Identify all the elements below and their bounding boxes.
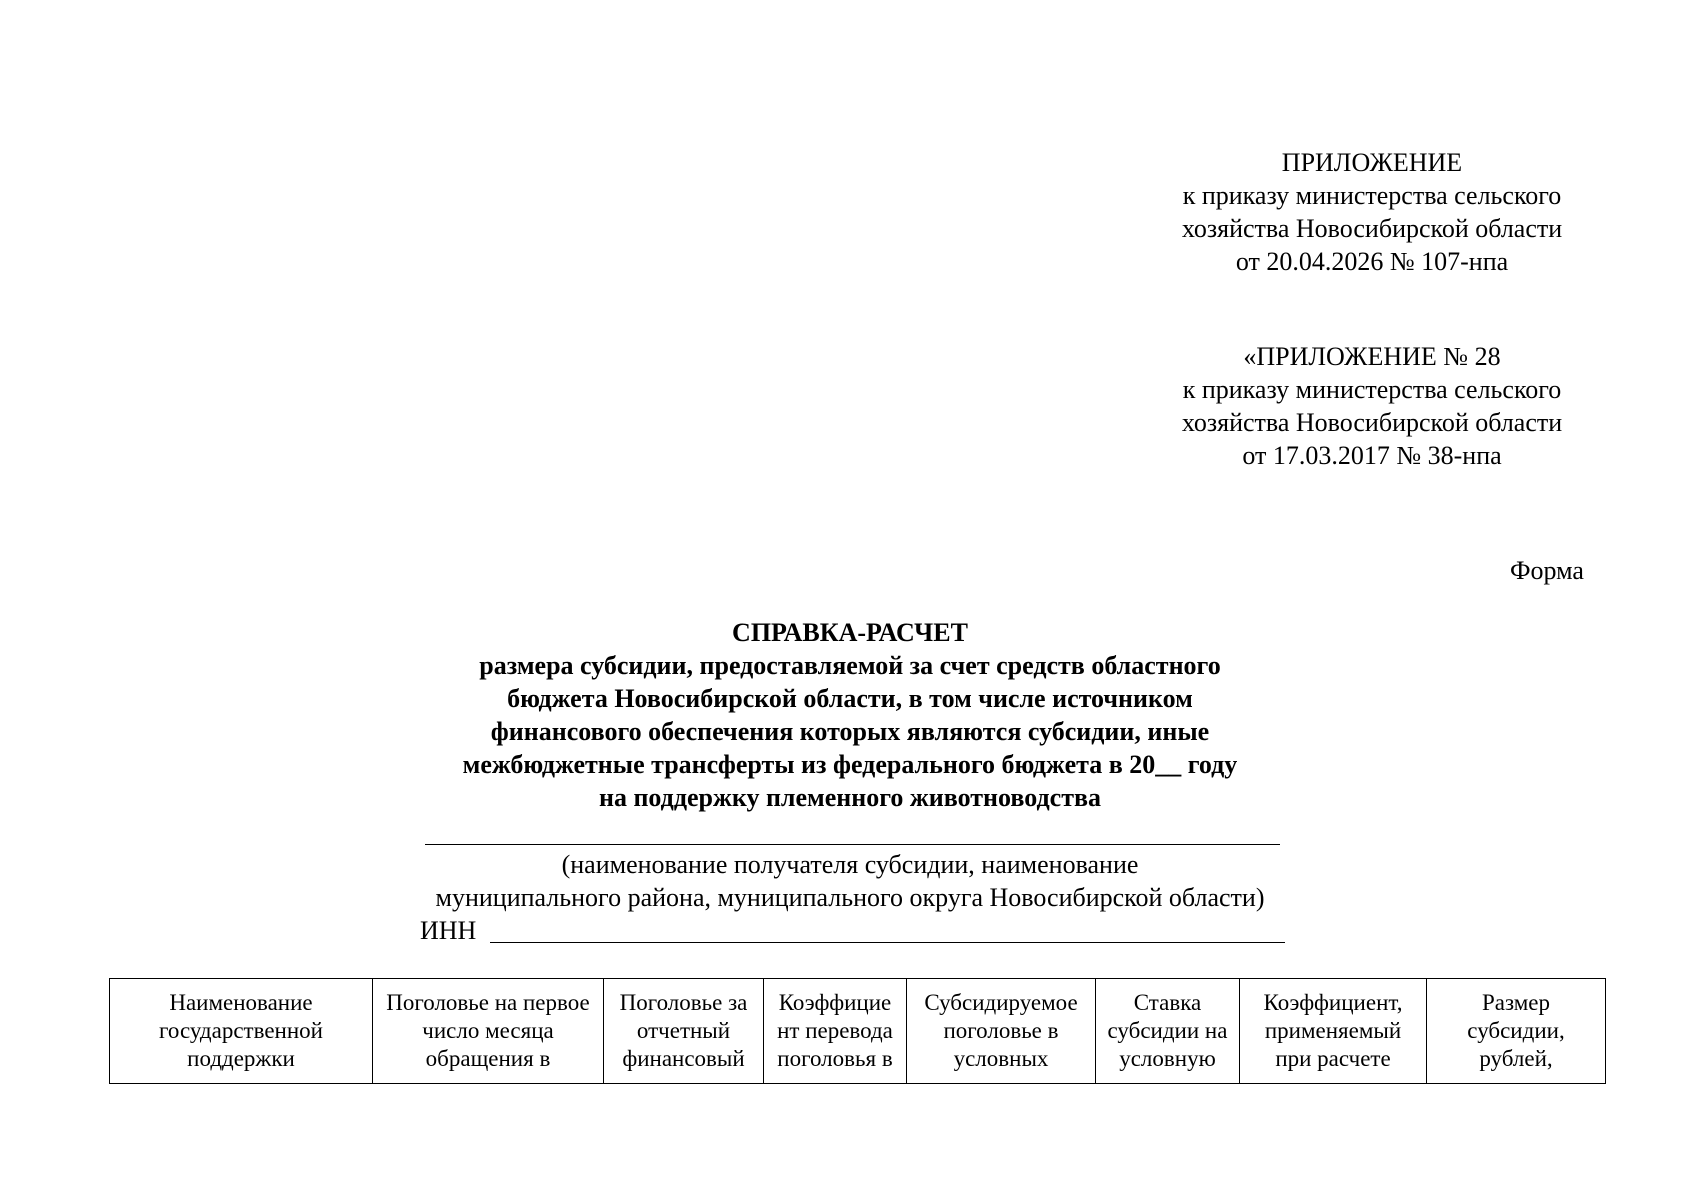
appendix-title: ПРИЛОЖЕНИЕ	[1281, 148, 1463, 177]
appendix-original-line: хозяйства Новосибирской области	[1181, 408, 1563, 437]
appendix-line: от 20.04.2026 № 107-нпа	[1235, 247, 1509, 276]
title-heading: СПРАВКА-РАСЧЕТ	[732, 618, 968, 647]
table-header-row	[110, 979, 1606, 1084]
inn-label: ИНН	[420, 916, 477, 945]
table-header-cell: Коэффицие нт перевода поголовья в	[764, 979, 907, 1084]
title-line: на поддержку племенного животноводства	[598, 783, 1102, 812]
title-line: межбюджетные трансферты из федерального бюджета в 20__ году	[462, 750, 1238, 779]
recipient-name-line	[425, 844, 1280, 845]
recipient-note	[340, 848, 1360, 914]
table-header-cell: Поголовье за отчетный финансовый	[604, 979, 764, 1084]
recipient-note-line: муниципального района, муниципального округа Новосибирской области)	[435, 883, 1265, 912]
appendix-line: хозяйства Новосибирской области	[1181, 214, 1563, 243]
table-header-cell: Наименование государственной поддержки	[110, 979, 373, 1084]
appendix-original-line: к приказу министерства сельского	[1182, 375, 1562, 404]
document-title	[380, 616, 1320, 814]
table-header-cell: Коэффициент, применяемый при расчете	[1240, 979, 1427, 1084]
table-header-cell: Ставка субсидии на условную	[1096, 979, 1240, 1084]
recipient-note-line: (наименование получателя субсидии, наименование	[561, 850, 1139, 879]
subsidy-table	[109, 978, 1606, 1084]
title-line: размера субсидии, предоставляемой за счет средств областного	[479, 651, 1221, 680]
title-line: бюджета Новосибирской области, в том числе источником	[507, 684, 1193, 713]
table-header-cell: Поголовье на первое число месяца обращения в	[373, 979, 604, 1084]
inn-line	[490, 942, 1285, 943]
table-header-cell: Субсидируемое поголовье в условных	[907, 979, 1096, 1084]
appendix-original-line: от 17.03.2017 № 38-нпа	[1242, 441, 1502, 470]
table-header-cell: Размер субсидии, рублей,	[1427, 979, 1606, 1084]
appendix-line: к приказу министерства сельского	[1182, 181, 1562, 210]
appendix-original-block	[1121, 340, 1623, 472]
appendix-block	[1121, 146, 1623, 278]
title-line: финансового обеспечения которых являются субсидии, иные	[490, 717, 1210, 746]
form-label: Форма	[1510, 556, 1584, 585]
appendix-original-title: «ПРИЛОЖЕНИЕ № 28	[1243, 342, 1501, 371]
